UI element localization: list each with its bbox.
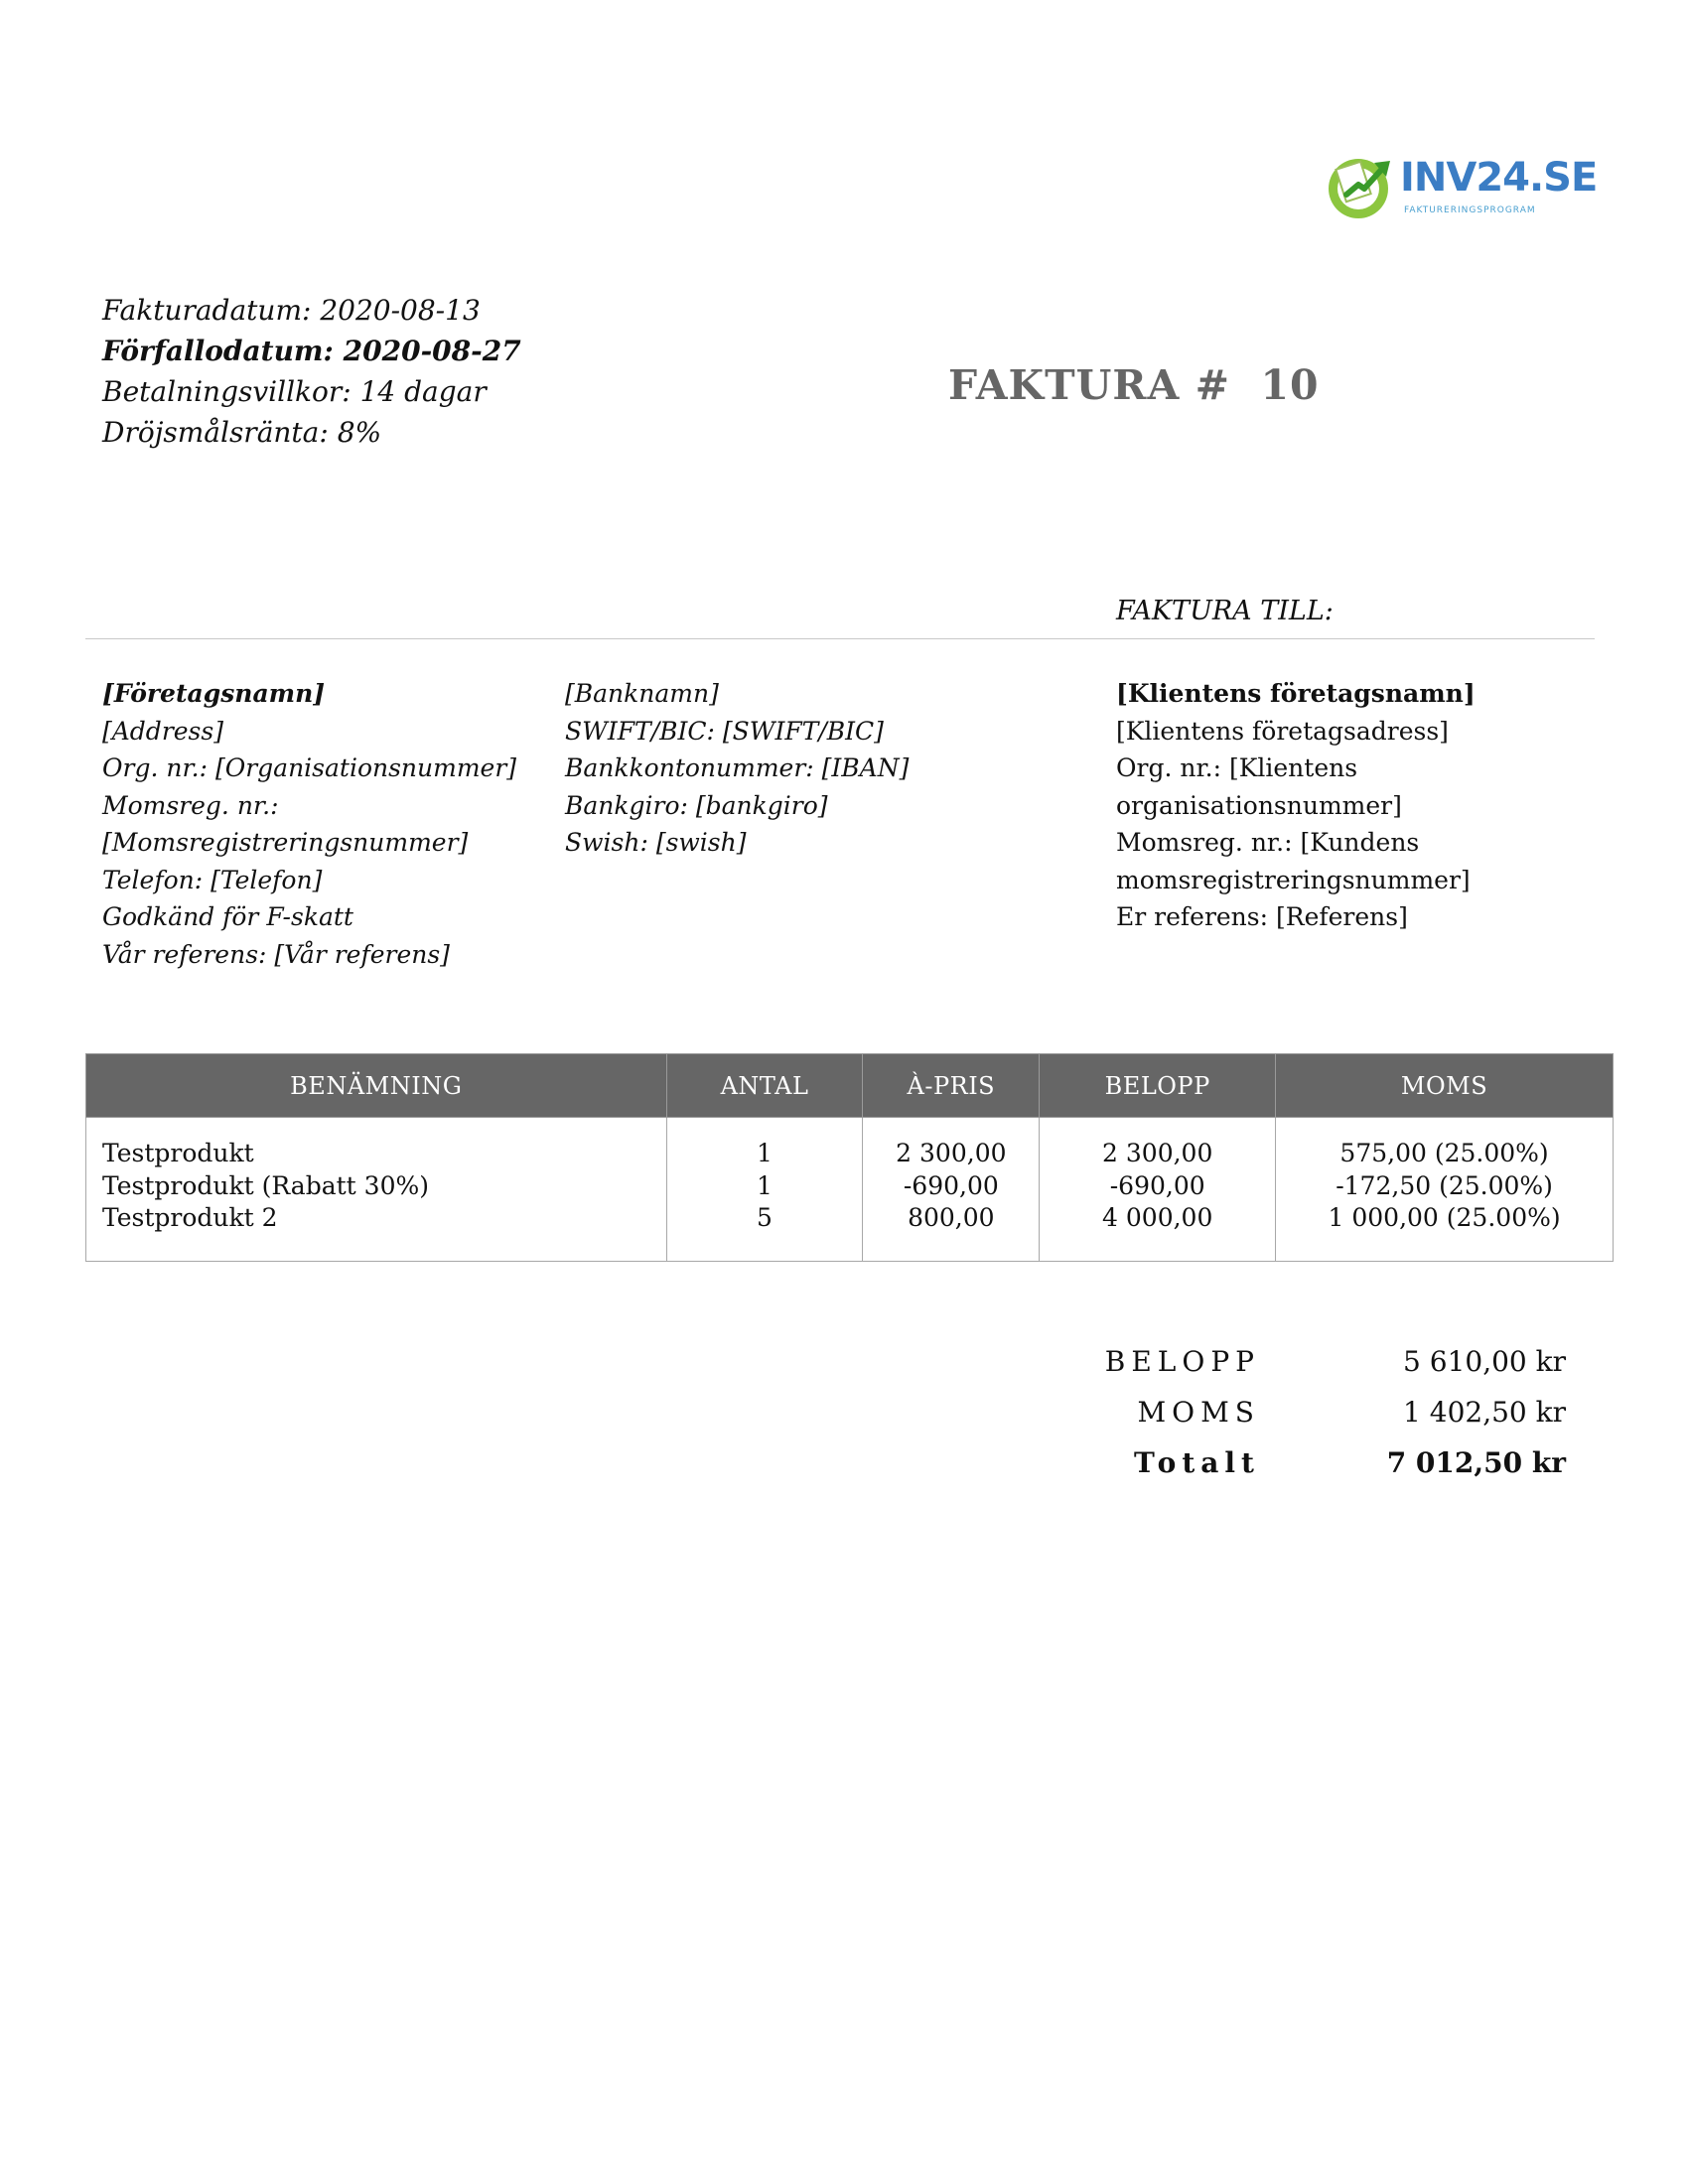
bank-account: Bankkontonummer: [IBAN] — [565, 753, 910, 782]
logo-tagline: FAKTURERINGSPROGRAM — [1404, 205, 1536, 215]
header-description: BENÄMNING — [86, 1054, 667, 1118]
item-quantity: 1 — [757, 1170, 773, 1200]
item-description: Testprodukt (Rabatt 30%) — [102, 1170, 429, 1200]
logo-icon — [1325, 151, 1396, 222]
late-interest: Dröjsmålsränta: 8% — [102, 416, 382, 449]
client-org-nr-1: Org. nr.: [Klientens — [1116, 753, 1358, 782]
item-amount: 2 300,00 — [1102, 1139, 1213, 1167]
quantity-cell — [666, 1118, 863, 1262]
sender-address: [Address] — [102, 716, 223, 746]
item-unit-price: 800,00 — [908, 1203, 995, 1232]
item-unit-price: 2 300,00 — [896, 1139, 1007, 1167]
item-quantity: 5 — [757, 1203, 773, 1232]
bank-swish: Swish: [swish] — [565, 828, 747, 857]
vat-value: 1 402,50 kr — [1403, 1396, 1566, 1429]
header-amount: BELOPP — [1040, 1054, 1276, 1118]
total-value: 7 012,50 kr — [1386, 1446, 1566, 1479]
logo-brand: INV24.SE — [1400, 155, 1598, 201]
header-quantity: ANTAL — [666, 1054, 863, 1118]
sender-vat-label: Momsreg. nr.: — [102, 790, 279, 820]
client-ref: Er referens: [Referens] — [1116, 902, 1408, 931]
sender-f-tax: Godkänd för F-skatt — [102, 902, 353, 931]
amount-value: 5 610,00 kr — [1403, 1345, 1566, 1378]
company-logo — [1325, 151, 1598, 230]
client-info — [1116, 675, 1553, 936]
invoice-date: Fakturadatum: 2020-08-13 — [102, 294, 481, 327]
payment-terms: Betalningsvillkor: 14 dagar — [102, 375, 487, 408]
client-vat-1: Momsreg. nr.: [Kundens — [1116, 828, 1420, 857]
sender-org-nr: Org. nr.: [Organisationsnummer] — [102, 753, 517, 782]
client-vat-2: momsregistreringsnummer] — [1116, 865, 1471, 894]
item-vat: 1 000,00 (25.00%) — [1328, 1203, 1561, 1232]
description-cell — [86, 1118, 667, 1262]
item-unit-price: -690,00 — [903, 1170, 999, 1200]
bank-name: [Banknamn] — [565, 679, 719, 708]
sender-info — [102, 675, 539, 973]
vat-cell — [1276, 1118, 1614, 1262]
sender-company: [Företagsnamn] — [102, 679, 326, 708]
sender-vat-value: [Momsregistreringsnummer] — [102, 828, 469, 857]
unit-price-cell — [863, 1118, 1040, 1262]
invoice-meta — [102, 290, 521, 453]
table-row — [86, 1118, 1614, 1262]
total-label: Totalt — [1134, 1446, 1260, 1479]
header-unit-price: À-PRIS — [863, 1054, 1040, 1118]
divider — [85, 638, 1595, 639]
client-org-nr-2: organisationsnummer] — [1116, 790, 1402, 820]
item-vat: -172,50 (25.00%) — [1336, 1170, 1553, 1200]
due-date: Förfallodatum: 2020-08-27 — [102, 335, 521, 367]
totals-vat-row — [1092, 1387, 1566, 1437]
item-amount: 4 000,00 — [1102, 1203, 1213, 1232]
client-company: [Klientens företagsnamn] — [1116, 679, 1476, 708]
sender-our-ref: Vår referens: [Vår referens] — [102, 939, 450, 969]
item-amount: -690,00 — [1109, 1170, 1205, 1200]
bank-swift: SWIFT/BIC: [SWIFT/BIC] — [565, 716, 884, 746]
totals-total-row — [1092, 1437, 1566, 1488]
bank-bankgiro: Bankgiro: [bankgiro] — [565, 790, 828, 820]
header-vat: MOMS — [1276, 1054, 1614, 1118]
amount-label: BELOPP — [1104, 1345, 1260, 1378]
bank-info — [565, 675, 982, 862]
item-description: Testprodukt 2 — [102, 1203, 278, 1232]
table-header-row — [86, 1054, 1614, 1118]
sender-phone: Telefon: [Telefon] — [102, 865, 323, 894]
totals-summary — [1092, 1336, 1566, 1488]
line-items-table — [85, 1053, 1614, 1262]
item-vat: 575,00 (25.00%) — [1339, 1139, 1549, 1167]
invoice-title: FAKTURA # 10 — [948, 361, 1320, 409]
item-description: Testprodukt — [102, 1139, 254, 1167]
client-address: [Klientens företagsadress] — [1116, 716, 1449, 746]
bill-to-label: FAKTURA TILL: — [1116, 596, 1334, 626]
amount-cell — [1040, 1118, 1276, 1262]
totals-amount-row — [1092, 1336, 1566, 1387]
item-quantity: 1 — [757, 1139, 773, 1167]
vat-label: MOMS — [1137, 1396, 1260, 1429]
